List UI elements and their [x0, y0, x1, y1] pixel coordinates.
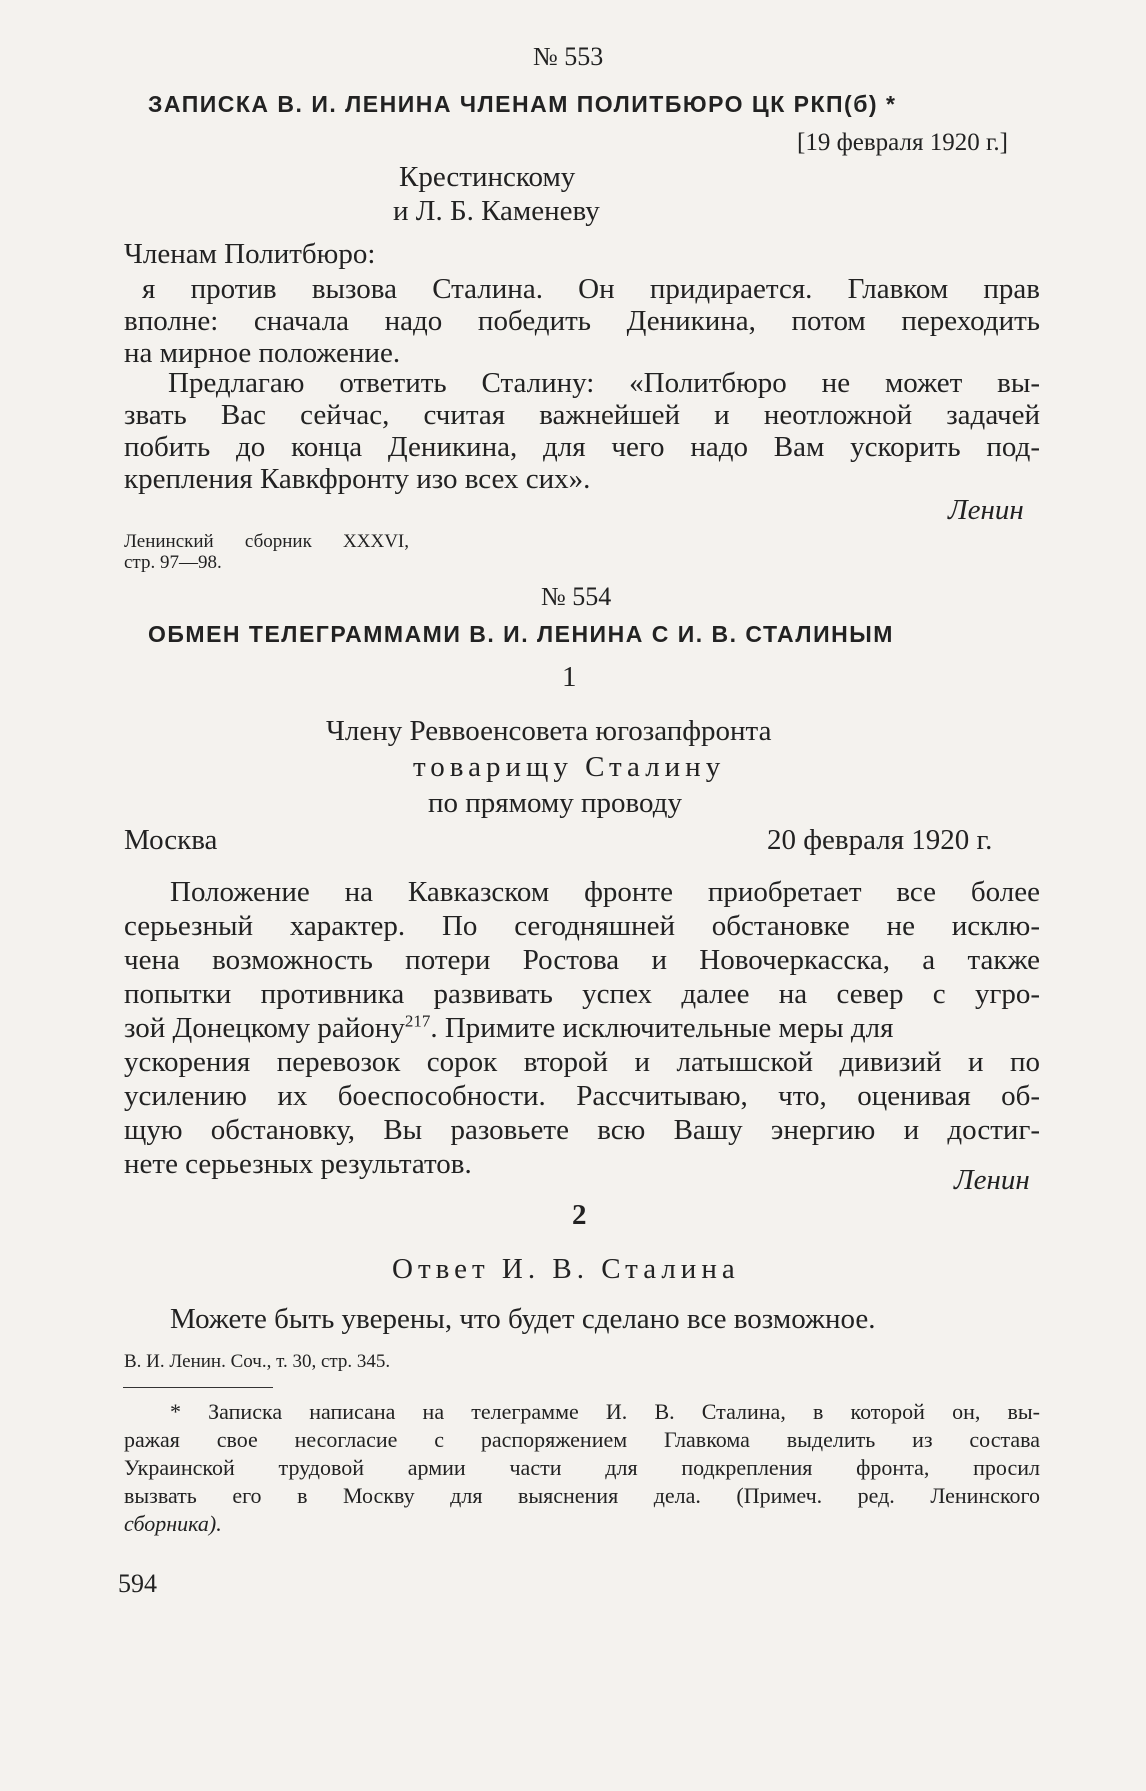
doc-554-title: ОБМЕН ТЕЛЕГРАММАМИ В. И. ЛЕНИНА С И. В. СТАЛИНЫМ [148, 621, 894, 647]
doc-553-para2-line: звать Вас сейчас, считая важнейшей и неотложной задачей [124, 399, 1040, 431]
doc-553-para2-line: побить до конца Деникина, для чего надо Вам ускорить под- [124, 431, 1040, 463]
doc-554-part2-number: 2 [572, 1199, 587, 1231]
doc-553-salutation: Членам Политбюро: [124, 238, 376, 270]
footnote-line: Украинской трудовой армии части для подкрепления фронта, просил [124, 1455, 1040, 1480]
doc-554-addressee-1: Члену Реввоенсовета югозапфронта [326, 715, 772, 747]
footnote-ref-217: 217 [404, 1011, 431, 1031]
doc-553-para2-line: крепления Кавкфронту изо всех сих». [124, 463, 591, 495]
footnote-line: * Записка написана на телеграмме И. В. Сталина, в которой он, вы- [170, 1399, 1040, 1424]
doc-554-addressee-2: товарищу Сталину [413, 751, 726, 783]
footnote-divider [123, 1387, 273, 1388]
doc-553-para1-line: на мирное положение. [124, 337, 401, 369]
doc-553-para2-line: Предлагаю ответить Сталину: «Политбюро не может вы- [168, 367, 1040, 399]
doc-554-source: В. И. Ленин. Соч., т. 30, стр. 345. [124, 1351, 391, 1372]
footnote-line: ражая свое несогласие с распоряжением Главкома выделить из состава [124, 1427, 1040, 1452]
doc-554-body-line: усилению их боеспособности. Рассчитываю, что, оценивая об- [124, 1080, 1040, 1112]
doc-553-date: [19 февраля 1920 г.] [797, 129, 1008, 156]
footnote-line: сборника). [124, 1511, 222, 1536]
doc-554-place: Москва [124, 824, 218, 856]
doc-554-body-line: чена возможность потери Ростова и Новочеркасска, а также [124, 944, 1040, 976]
doc-554-body-line: серьезный характер. По сегодняшней обстановке не исклю- [124, 910, 1040, 942]
doc-553-title: ЗАПИСКА В. И. ЛЕНИНА ЧЛЕНАМ ПОЛИТБЮРО ЦК РКП(б) * [148, 91, 897, 117]
doc-554-body-line: щую обстановку, Вы разовьете всю Вашу энергию и достиг- [124, 1114, 1040, 1146]
doc-554-via: по прямому проводу [428, 787, 682, 819]
doc-554-part1-number: 1 [562, 661, 577, 693]
doc-553-addressee-2: и Л. Б. Каменеву [393, 195, 600, 227]
doc-554-reply-text: Можете быть уверены, что будет сделано все возможное. [170, 1303, 876, 1335]
doc-554-body-line: попытки противника развивать успех далее на север с угро- [124, 978, 1040, 1010]
doc-554-body-line: Положение на Кавказском фронте приобретает все более [170, 876, 1040, 908]
doc-553-source: стр. 97—98. [124, 552, 222, 573]
doc-554-signature: Ленин [954, 1164, 1030, 1196]
doc-553-signature: Ленин [948, 494, 1024, 526]
footnote-line: вызвать его в Москву для выяснения дела. (Примеч. ред. Ленинского [124, 1483, 1040, 1508]
doc-553-number: № 553 [533, 42, 604, 71]
doc-554-date: 20 февраля 1920 г. [767, 824, 993, 856]
doc-554-body-line: зой Донецкому району$^{217}$. Примите исключительные меры для [124, 1011, 894, 1044]
doc-554-body-line: ускорения перевозок сорок второй и латышской дивизий и по [124, 1046, 1040, 1078]
doc-553-para1-line: вполне: сначала надо победить Деникина, потом переходить [124, 305, 1040, 337]
doc-554-number: № 554 [541, 582, 612, 611]
doc-554-body-line: нете серьезных результатов. [124, 1148, 472, 1180]
doc-553-source: Ленинский сборник XXXVI, [124, 531, 409, 552]
doc-554-reply-heading: Ответ И. В. Сталина [392, 1253, 740, 1285]
doc-553-para1-line: я против вызова Сталина. Он придирается. Главком прав [142, 273, 1040, 305]
doc-553-addressee-1: Крестинскому [399, 161, 576, 193]
page-number: 594 [118, 1569, 157, 1598]
